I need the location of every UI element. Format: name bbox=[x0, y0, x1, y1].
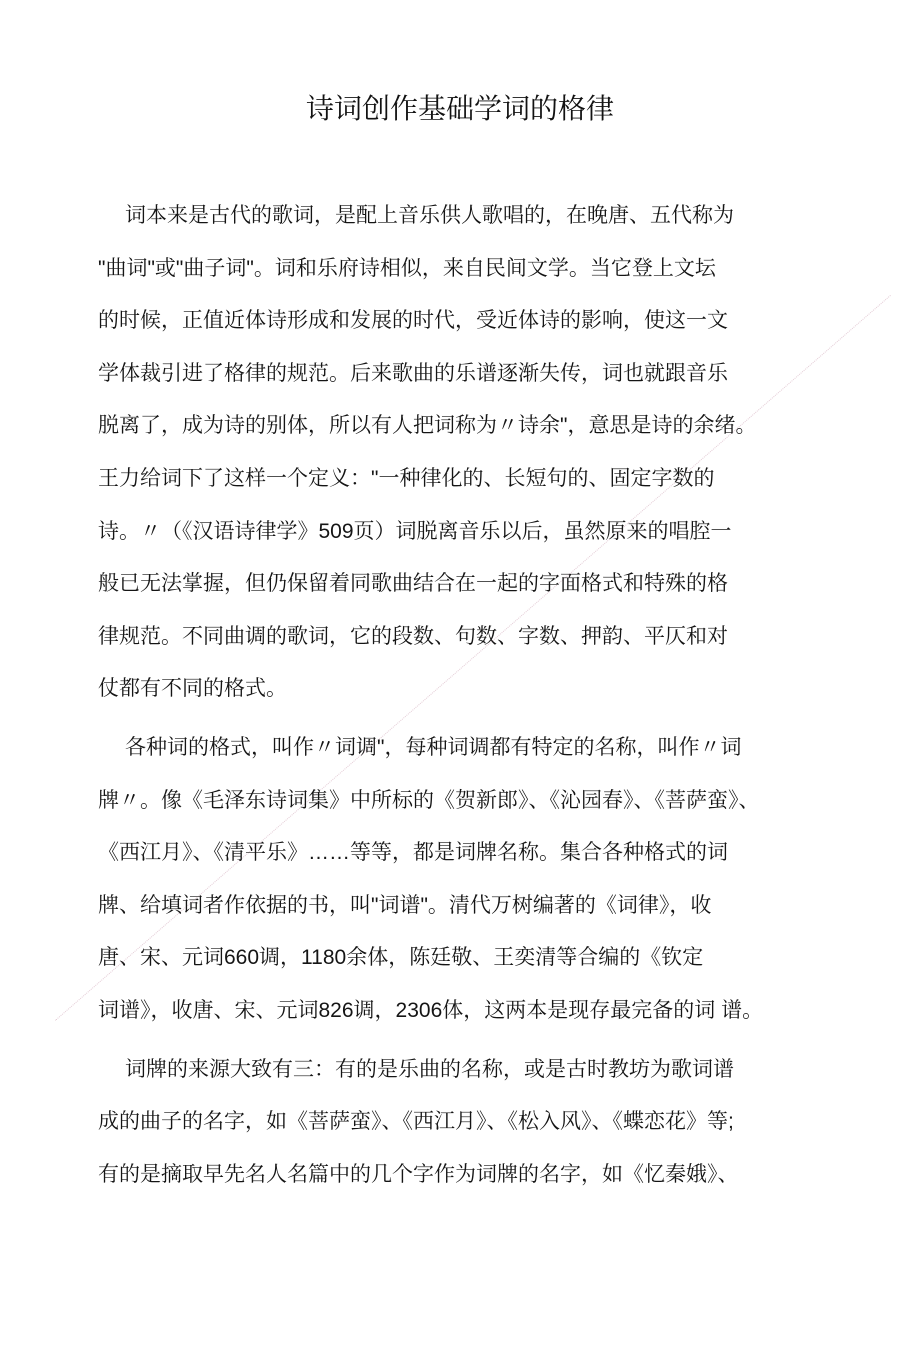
text-line: 词牌的来源大致有三：有的是乐曲的名称，或是古时教坊为歌词谱 bbox=[125, 1057, 734, 1081]
text-line: 的时候，正值近体诗形成和发展的时代，受近体诗的影响，使这一文 bbox=[98, 309, 728, 333]
text-line: 王力给词下了这样一个定义："一种律化的、长短句的、固定字数的 bbox=[98, 466, 715, 490]
text-line: 各种词的格式，叫作〃词调"，每种词调都有特定的名称，叫作〃词 bbox=[125, 735, 742, 759]
text-line: 《西江月》、《清平乐》……等等，都是词牌名称。集合各种格式的词 bbox=[98, 841, 728, 865]
text-line: 词本来是古代的歌词，是配上音乐供人歌唱的，在晚唐、五代称为 bbox=[125, 204, 734, 227]
document-title: 诗词创作基础学词的格律 bbox=[305, 93, 614, 124]
paragraph bbox=[98, 190, 838, 716]
text-line: 脱离了，成为诗的别体，所以有人把词称为〃诗余"，意思是诗的余绪。 bbox=[98, 414, 757, 438]
text-line: 有的是摘取早先名人名篇中的几个字作为词牌的名字，如《忆秦娥》、 bbox=[98, 1162, 739, 1186]
text-line: 学体裁引进了格律的规范。后来歌曲的乐谱逐渐失传，词也就跟音乐 bbox=[98, 361, 728, 385]
text-line: 唐、宋、元词660调，1180余体，陈廷敬、王奕清等合编的《钦定 bbox=[98, 946, 704, 970]
text-line: 成的曲子的名字，如《菩萨蛮》、《西江月》、《松入风》、《蝶恋花》等; bbox=[98, 1110, 734, 1134]
document-body bbox=[98, 190, 838, 1207]
text-line: 诗。〃（《汉语诗律学》509页）词脱离音乐以后，虽然原来的唱腔一 bbox=[98, 519, 732, 543]
text-line: 律规范。不同曲调的歌词，它的段数、句数、字数、押韵、平仄和对 bbox=[98, 624, 728, 648]
paragraph bbox=[98, 1044, 838, 1202]
text-line: 词谱》，收唐、宋、元词826调，2306体，这两本是现存最完备的词 谱。 bbox=[98, 998, 764, 1022]
text-line: "曲词"或"曲子词"。词和乐府诗相似，来自民间文学。当它登上文坛 bbox=[98, 256, 716, 280]
text-line: 牌〃。像《毛泽东诗词集》中所标的《贺新郎》、《沁园春》、《菩萨蛮》、 bbox=[98, 788, 760, 812]
text-line: 牌、给填词者作依据的书，叫"词谱"。清代万树编著的《词律》，收 bbox=[98, 893, 712, 917]
text-line: 仗都有不同的格式。 bbox=[98, 677, 287, 701]
text-line: 般已无法掌握，但仍保留着同歌曲结合在一起的字面格式和特殊的格 bbox=[98, 572, 728, 596]
paragraph bbox=[98, 722, 838, 1038]
